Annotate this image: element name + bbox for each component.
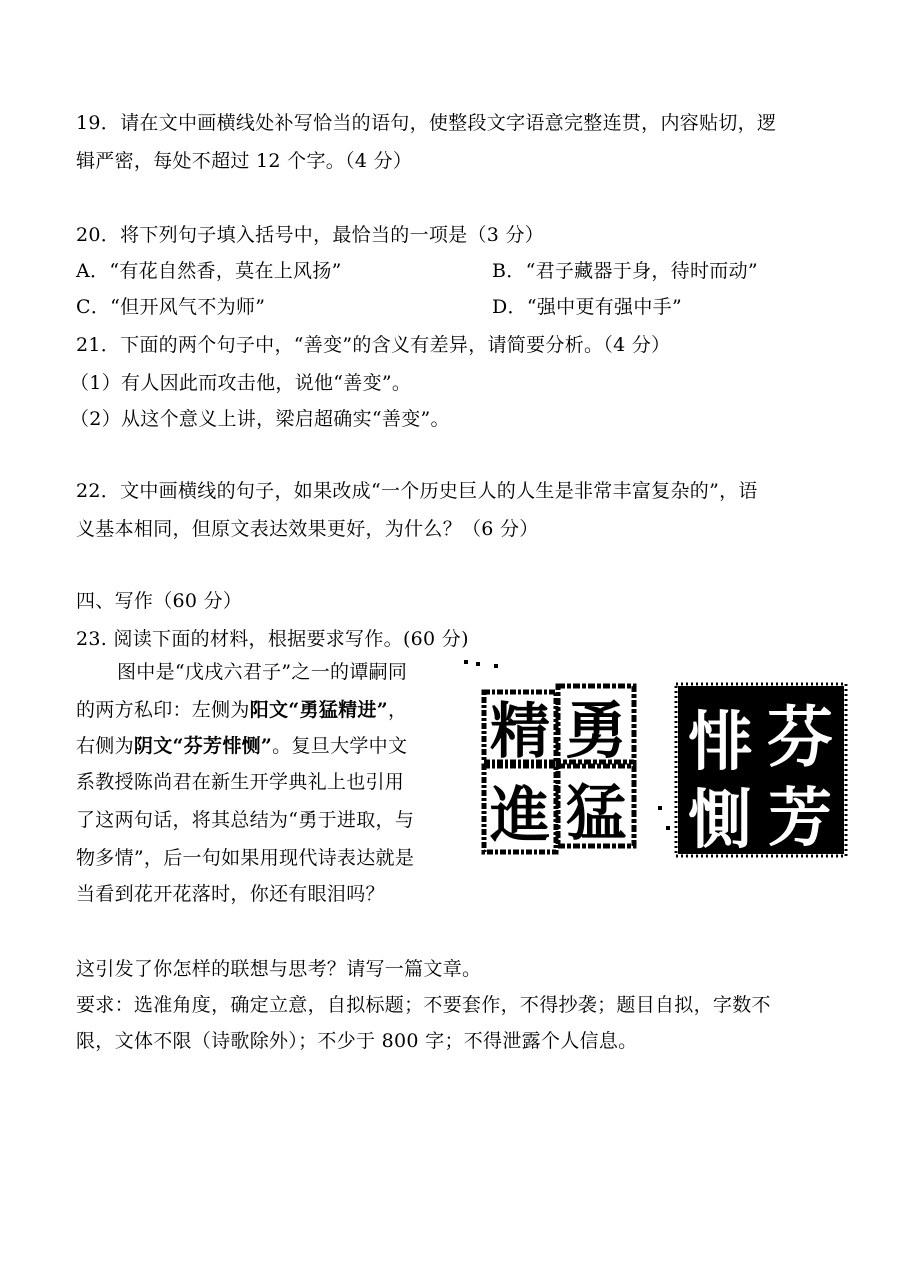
speck (464, 660, 468, 664)
yang-seal-label: 阳文“勇猛精进” (249, 699, 388, 721)
requirements-line-2: 限，文体不限（诗歌除外）；不少于 800 字；不得泄露个人信息。 (76, 1030, 638, 1052)
q20-option-b (492, 256, 758, 283)
text-segment: 右侧为 (76, 735, 134, 757)
seal-char: 勇 (564, 694, 628, 767)
seal-char: 芬 (767, 698, 833, 776)
q20-stem: 20．将下列句子填入括号中，最恰当的一项是（3 分） (76, 224, 545, 246)
q23-stem: 23. 阅读下面的材料，根据要求写作。(60 分) (76, 628, 469, 650)
writing-prompt: 这引发了你怎样的联想与思考？请写一篇文章。 (76, 958, 482, 980)
option-label: D． (492, 296, 527, 318)
material-line-2 (76, 695, 407, 722)
material-line-5: 了这两句话，将其总结为“勇于进取，与 (76, 809, 415, 831)
q22-line2: 义基本相同，但原文表达效果更好，为什么？（6 分） (76, 518, 539, 540)
seal-char: 惻 (688, 783, 752, 858)
option-text: “君子藏器于身，待时而动” (525, 260, 758, 282)
q21-sentence-1: （1）有人因此而攻击他，说他“善变”。 (70, 372, 412, 394)
seal-images (480, 680, 852, 860)
q20-option-d (492, 292, 682, 319)
material-line-6: 物多情”，后一句如果用现代诗表达就是 (76, 847, 415, 869)
option-label: B． (492, 260, 526, 282)
option-label: A． (76, 260, 110, 282)
seal-char: 悱 (688, 705, 752, 780)
material-line-3 (76, 731, 407, 758)
text-segment: 。复旦大学中文 (272, 735, 408, 757)
q21-stem: 21．下面的两个句子中，“善变”的含义有差异，请简要分析。（4 分） (76, 334, 671, 356)
text-segment: 的两方私印：左侧为 (76, 699, 250, 721)
section-writing-title: 四、写作（60 分） (76, 590, 243, 612)
speck (658, 806, 662, 810)
seal-graphic (480, 680, 852, 860)
option-label: C． (76, 296, 111, 318)
text-segment: ， (387, 699, 408, 721)
seal-char: 進 (490, 781, 550, 851)
yin-seal-label: 阴文“芬芳悱恻” (133, 735, 273, 757)
yang-seal (484, 686, 634, 852)
seal-char: 精 (490, 697, 550, 767)
material-line-7: 当看到花开花落时，你还有眼泪吗？ (76, 883, 385, 905)
option-text: “有花自然香，莫在上风扬” (109, 260, 342, 282)
material-line-4: 系教授陈尚君在新生开学典礼上也引用 (76, 771, 405, 793)
option-text: “强中更有强中手” (526, 296, 682, 318)
option-text: “但开风气不为师” (110, 296, 266, 318)
q20-option-a (76, 256, 342, 283)
q19-line1: 19．请在文中画横线处补写恰当的语句，使整段文字语意完整连贯，内容贴切，逻 (76, 112, 777, 134)
material-line-1: 图中是“戊戌六君子”之一的谭嗣同 (117, 661, 408, 683)
q21-sentence-2: （2）从这个意义上讲，梁启超确实“善变”。 (70, 408, 450, 430)
q22-line1: 22．文中画横线的句子，如果改成“一个历史巨人的人生是非常丰富复杂的”，语 (76, 480, 758, 502)
speck (476, 662, 480, 666)
seal-char: 猛 (566, 779, 626, 849)
speck (494, 664, 498, 668)
requirements-line-1: 要求：选准角度，确定立意，自拟标题；不要套作，不得抄袭；题目自拟，字数不 (76, 994, 771, 1016)
seal-char: 芳 (768, 781, 832, 856)
q19-line2: 辑严密，每处不超过 12 个字。（4 分） (76, 150, 413, 172)
yin-seal (676, 684, 846, 858)
q20-option-c (76, 292, 265, 319)
speck (666, 826, 670, 830)
